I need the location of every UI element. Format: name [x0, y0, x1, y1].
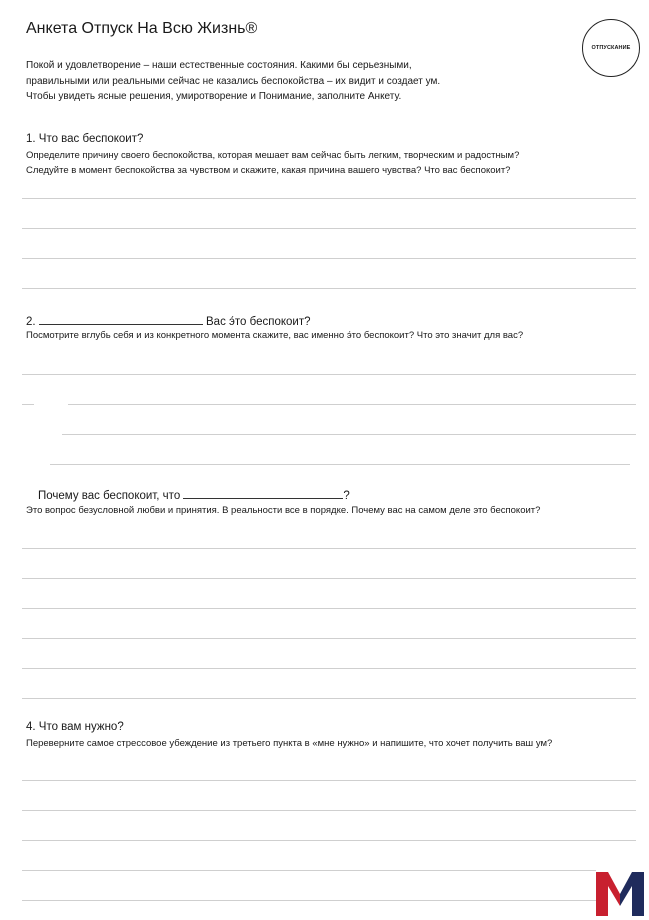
fill-in-blank[interactable]	[183, 487, 343, 499]
logo-text: ОТПУСКАНИЕ	[591, 45, 631, 51]
intro-line: Чтобы увидеть ясные решения, умиротворение и Понимание, заполните Анкету.	[26, 91, 402, 102]
otpuskanie-logo	[582, 19, 640, 77]
question-4-description: Переверните самое стрессовое убеждение из третьего пункта в «мне нужно» и напишите, что хочет получить ваш ум?	[26, 738, 553, 749]
intro-line: правильными или реальными сейчас не казались беспокойства – их видит и создает ум.	[26, 75, 441, 87]
page-title: Анкета Отпуск На Всю Жизнь®	[26, 20, 258, 37]
intro-line: Покой и удовлетворение – наши естественные состояния. Какими бы серьезными,	[26, 60, 412, 71]
intro-text	[26, 58, 546, 105]
answer-line[interactable]	[50, 464, 630, 465]
m-logo-red-part	[596, 872, 620, 916]
answer-line[interactable]	[22, 374, 636, 375]
answer-line[interactable]	[22, 668, 636, 669]
answer-line[interactable]	[22, 404, 34, 405]
answer-line[interactable]	[22, 258, 636, 259]
answer-line[interactable]	[22, 840, 636, 841]
question-1-heading: 1. Что вас беспокоит?	[26, 133, 144, 145]
question-2-heading: 2. Вас э́то беспокоит?	[26, 313, 310, 328]
question-3-description: Это вопрос безусловной любви и принятия. В реальности все в порядке. Почему вас на самом деле это беспокоит?	[26, 505, 541, 516]
answer-line[interactable]	[22, 870, 596, 871]
answer-line[interactable]	[22, 228, 636, 229]
answer-line[interactable]	[68, 404, 636, 405]
answer-line[interactable]	[22, 900, 596, 901]
answer-line[interactable]	[62, 434, 636, 435]
answer-line[interactable]	[22, 638, 636, 639]
fill-in-blank[interactable]	[39, 313, 203, 325]
m-logo-navy-part	[620, 872, 644, 916]
question-4-heading: 4. Что вам нужно?	[26, 721, 124, 733]
question-1-description: Определите причину своего беспокойства, которая мешает вам сейчас быть легким, творческим и радостным? Следуйте в момент беспокойства за чувством и скажите, какая причина вашего чувства? Что вас беспокоит?	[26, 150, 520, 176]
answer-line[interactable]	[22, 578, 636, 579]
answer-line[interactable]	[22, 810, 636, 811]
m-brand-logo	[596, 872, 644, 916]
answer-line[interactable]	[22, 780, 636, 781]
answer-line[interactable]	[22, 288, 636, 289]
answer-line[interactable]	[22, 198, 636, 199]
answer-line[interactable]	[22, 548, 636, 549]
answer-line[interactable]	[22, 608, 636, 609]
question-3-heading: Почему вас беспокоит, что ?	[38, 487, 350, 502]
question-2-description: Посмотрите вглубь себя и из конкретного момента скажите, вас именно э́то беспокоит? Что это значит для вас?	[26, 330, 524, 341]
answer-line[interactable]	[22, 698, 636, 699]
